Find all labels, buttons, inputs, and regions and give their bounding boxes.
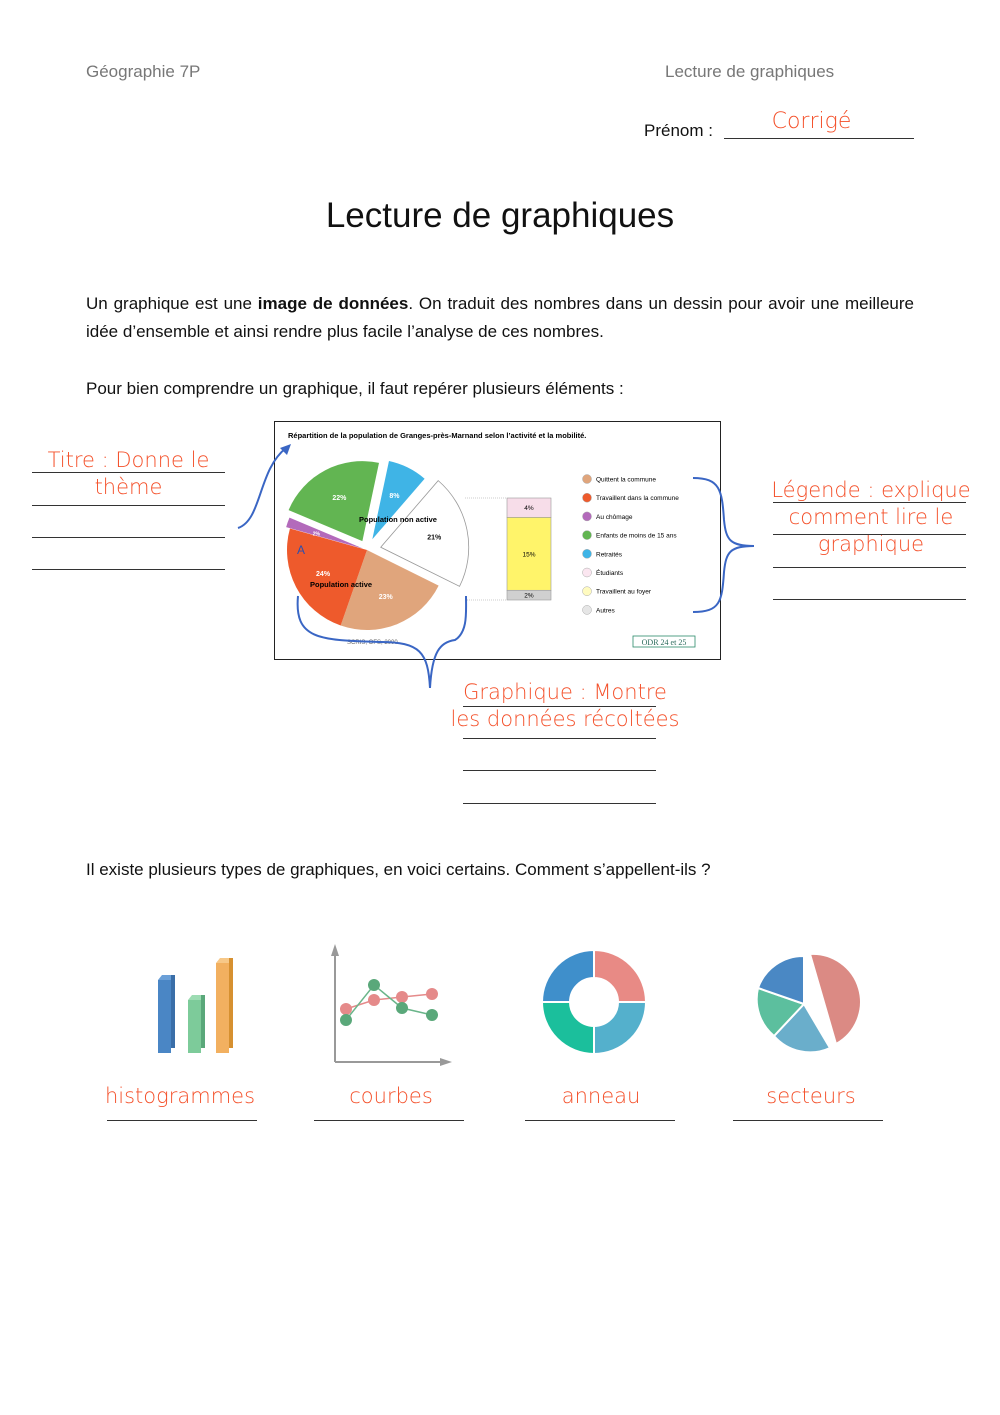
handwritten-marker: A (297, 543, 306, 557)
pie-slice-label: 23% (378, 593, 393, 601)
answer-line (107, 1120, 257, 1121)
annotation-brackets (0, 0, 1000, 700)
legend-label: Autres (596, 607, 615, 615)
annotation-title-1: Titre : Donne le (47, 448, 210, 472)
intro-instruction: Pour bien comprendre un graphique, il faut repérer plusieurs éléments : (86, 379, 624, 398)
answer-line (463, 738, 656, 739)
annotation-graph-1: Graphique : Montre (463, 680, 667, 704)
legend-label: Retraités (596, 551, 623, 559)
group-label-active: Population active (310, 580, 373, 589)
bar-segment-label: 15% (522, 551, 536, 559)
annotation-title-2: thème (94, 475, 163, 499)
header-subject: Géographie 7P (86, 62, 201, 81)
legend-label: Étudiants (596, 570, 624, 577)
legend-label: Au chômage (596, 513, 633, 521)
line-chart-icon (326, 942, 456, 1070)
pie-slice-label: 2% (312, 531, 320, 538)
answer-line (463, 706, 656, 707)
answer-line (463, 803, 656, 804)
figure-title: Répartition de la population de Granges-près-Marnand selon l’activité et la mobilité. (288, 431, 587, 440)
annotation-legend-1: Légende : explique (771, 478, 971, 502)
title-arrow (238, 448, 286, 528)
page-title: Lecture de graphiques (325, 196, 675, 235)
legend-label: Enfants de moins de 15 ans (596, 532, 677, 540)
legend-label: Quittent la commune (596, 476, 656, 484)
odr-label: ODR 24 et 25 (641, 638, 687, 647)
pie-slice-label: 22% (332, 495, 347, 503)
type-answer-courbes: courbes (349, 1084, 433, 1108)
answer-line (525, 1120, 675, 1121)
pie-slice-label: 21% (427, 534, 442, 542)
name-label: Prénom : (644, 121, 713, 140)
intro-text-end: . On traduit des nombres dans un dessin pour avoir une meilleure idée d’ensemble et ainsi rendre plus facile l’analyse de ces nombres. (86, 294, 914, 341)
type-answer-anneau: anneau (561, 1084, 641, 1108)
graph-brace (298, 593, 467, 688)
annotation-legend-3: graphique (817, 532, 925, 556)
header-topic: Lecture de graphiques (665, 62, 835, 81)
figure-source: SCRIS, OFS, 2000 (347, 640, 398, 646)
arrow-head-icon (280, 444, 291, 455)
types-question: Il existe plusieurs types de graphiques, en voici certains. Comment s’appellent-ils ? (86, 860, 711, 879)
pie-slice-label: 8% (389, 492, 400, 500)
legend-label: Travaillent dans la commune (596, 495, 679, 503)
donut-chart-icon (538, 946, 653, 1061)
group-label-non-active: Population non active (359, 515, 437, 524)
bar-chart-icon (150, 945, 245, 1060)
name-value: Corrigé (771, 109, 852, 134)
legend-label: Travaillent au foyer (596, 588, 652, 596)
type-answer-secteurs: secteurs (766, 1084, 856, 1108)
answer-line (733, 1120, 883, 1121)
bar-segment-label: 2% (524, 592, 534, 600)
type-answer-histogrammes: histogrammes (104, 1084, 256, 1108)
answer-line (314, 1120, 464, 1121)
legend-brace (693, 478, 754, 612)
intro-text: Un graphique est une (86, 294, 258, 313)
intro-bold: image de données (257, 294, 409, 313)
pie-chart-icon (752, 948, 867, 1058)
answer-line (463, 770, 656, 771)
annotation-legend-2: comment lire le (788, 505, 954, 529)
bar-segment-label: 4% (524, 505, 534, 513)
pie-slice-label: 24% (316, 570, 331, 578)
annotation-graph-2: les données récoltées (450, 707, 680, 731)
